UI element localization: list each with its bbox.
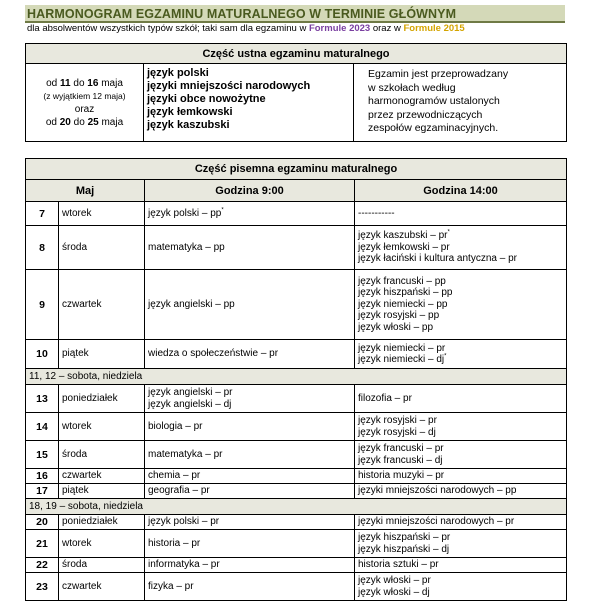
exam-subject	[358, 393, 563, 405]
exam-subject-text: język angielski – pp	[148, 298, 235, 310]
morning-exams	[145, 385, 355, 413]
weekday: środa	[59, 558, 145, 573]
footnote-mark: *	[221, 207, 224, 214]
exam-subject	[148, 516, 351, 528]
morning-exams	[145, 469, 355, 484]
exam-subject	[358, 532, 563, 544]
exam-subject-text: języki mniejszości narodowych – pp	[358, 485, 517, 497]
afternoon-exams	[355, 530, 567, 558]
exam-subject-text: historia muzyki – pr	[358, 470, 445, 482]
afternoon-exams	[355, 413, 567, 441]
written-exam-table	[25, 158, 567, 601]
exam-subject-text: język rosyjski – dj	[358, 426, 436, 438]
exam-subject	[148, 348, 351, 360]
written-exam-rows	[26, 202, 567, 601]
oral-subject: język łemkowski	[147, 106, 233, 118]
morning-exams	[145, 484, 355, 499]
table-row	[26, 558, 567, 573]
exam-subject-text: język polski – pp	[148, 207, 222, 219]
footnote-mark: *	[444, 353, 447, 360]
exam-subject	[148, 208, 351, 220]
table-row	[26, 515, 567, 530]
exam-subject-text: wiedza o społeczeństwie – pr	[148, 348, 279, 360]
exam-subject-text: język włoski – dj	[358, 586, 430, 598]
exam-subject-text: język niemiecki – pr	[358, 342, 446, 354]
weekend-separator-row	[26, 499, 567, 515]
weekday: piątek	[59, 340, 145, 369]
morning-exams	[145, 270, 355, 340]
exam-subject-text: historia sztuki – pr	[358, 559, 439, 571]
weekday: piątek	[59, 484, 145, 499]
afternoon-exams	[355, 202, 567, 226]
exam-subject-text: język angielski – dj	[148, 398, 232, 410]
exam-subject	[358, 485, 563, 497]
table-row	[26, 530, 567, 558]
afternoon-exams	[355, 226, 567, 270]
exam-subject-text: język niemiecki – dj	[358, 354, 445, 365]
exam-subject-text: język rosyjski – pp	[358, 310, 440, 322]
exam-subject	[358, 544, 563, 556]
exam-subject	[358, 516, 563, 528]
table-row	[26, 385, 567, 413]
exam-subject	[148, 449, 351, 461]
exam-subject-text: informatyka – pr	[148, 559, 220, 571]
exam-subject	[148, 299, 351, 311]
exam-subject	[148, 399, 351, 411]
oral-subject: język kaszubski	[147, 119, 230, 131]
day-number: 21	[26, 530, 59, 558]
weekday: wtorek	[59, 530, 145, 558]
exam-subject-text: język hiszpański – pp	[358, 287, 453, 299]
exam-subject	[358, 253, 563, 265]
exam-subject-text: język rosyjski – pr	[358, 415, 437, 426]
afternoon-exams	[355, 515, 567, 530]
morning-exams	[145, 558, 355, 573]
weekend-separator-row	[26, 369, 567, 385]
afternoon-exams	[355, 484, 567, 499]
exam-subject-text: język polski – pr	[148, 516, 220, 528]
table-row	[26, 202, 567, 226]
exam-subject-text: język francuski – dj	[358, 454, 443, 466]
exam-subject	[358, 427, 563, 439]
table-row	[26, 484, 567, 499]
morning-exams	[145, 226, 355, 270]
day-number: 16	[26, 469, 59, 484]
column-month: Maj	[26, 180, 145, 202]
weekday: czwartek	[59, 573, 145, 601]
day-number: 23	[26, 573, 59, 601]
exam-subject	[358, 587, 563, 599]
oral-exam-header: Część ustna egzaminu maturalnego	[26, 44, 567, 64]
exam-subject	[358, 299, 563, 311]
day-number: 15	[26, 441, 59, 469]
weekday: poniedziałek	[59, 515, 145, 530]
morning-exams	[145, 515, 355, 530]
exam-subject	[148, 581, 351, 593]
oral-exam-subjects	[144, 64, 354, 142]
weekend-separator: 11, 12 – sobota, niedziela	[26, 369, 567, 385]
exam-subject	[148, 421, 351, 433]
oral-subject: język polski	[147, 67, 209, 79]
exam-subject-text: chemia – pr	[148, 470, 201, 482]
table-row	[26, 413, 567, 441]
exam-subject	[358, 415, 563, 427]
exam-subject-text: matematyka – pp	[148, 241, 225, 253]
oral-exam-note: Egzamin jest przeprowadzany w szkołach według harmonogramów ustalonych przez przewodniczących zespołów egzaminacyjnych.	[354, 64, 567, 142]
exam-subject-text: biologia – pr	[148, 420, 203, 432]
exam-subject	[358, 276, 563, 288]
afternoon-exams	[355, 340, 567, 369]
exam-subject-text: język angielski – pr	[148, 387, 233, 398]
exam-subject	[358, 559, 563, 571]
exam-subject	[148, 242, 351, 254]
exam-subject	[358, 470, 563, 482]
weekday: czwartek	[59, 469, 145, 484]
exam-subject	[358, 443, 563, 455]
morning-exams	[145, 530, 355, 558]
day-number: 14	[26, 413, 59, 441]
weekend-separator: 18, 19 – sobota, niedziela	[26, 499, 567, 515]
document-subtitle	[27, 23, 465, 34]
afternoon-exams	[355, 558, 567, 573]
afternoon-exams	[355, 573, 567, 601]
weekday: poniedziałek	[59, 385, 145, 413]
formula-2015-label: Formule 2015	[403, 23, 465, 34]
exam-subject	[148, 387, 351, 399]
exam-subject-text: język francuski – pr	[358, 443, 444, 454]
exam-subject-text: język kaszubski – pr	[358, 230, 448, 242]
weekday: środa	[59, 226, 145, 270]
day-number: 17	[26, 484, 59, 499]
exam-subject	[358, 455, 563, 467]
day-number: 13	[26, 385, 59, 413]
exam-subject-text: język łemkowski – pr	[358, 241, 450, 253]
subtitle-prefix: dla absolwentów wszystkich typów szkół; taki sam dla egzaminu w	[27, 23, 309, 34]
exam-subject-text: -----------	[358, 207, 395, 219]
table-row	[26, 573, 567, 601]
day-number: 8	[26, 226, 59, 270]
exam-subject	[358, 208, 563, 220]
column-9am: Godzina 9:00	[145, 180, 355, 202]
day-number: 9	[26, 270, 59, 340]
exam-subject-text: języki mniejszości narodowych – pr	[358, 516, 515, 528]
exam-subject-text: język hiszpański – pr	[358, 532, 451, 543]
afternoon-exams	[355, 270, 567, 340]
exam-subject-text: geografia – pr	[148, 485, 210, 497]
exam-subject-text: matematyka – pr	[148, 448, 223, 460]
exam-subject-text: historia – pr	[148, 537, 201, 549]
exam-subject	[148, 559, 351, 571]
day-number: 10	[26, 340, 59, 369]
oral-subject: języki mniejszości narodowych	[147, 80, 311, 92]
exam-subject	[358, 343, 563, 355]
exam-subject	[148, 538, 351, 550]
morning-exams	[145, 340, 355, 369]
morning-exams	[145, 413, 355, 441]
exam-subject	[358, 310, 563, 322]
afternoon-exams	[355, 385, 567, 413]
subtitle-mid: oraz w	[370, 23, 404, 34]
exam-subject	[148, 470, 351, 482]
day-number: 22	[26, 558, 59, 573]
exam-subject	[358, 354, 563, 366]
table-row	[26, 469, 567, 484]
afternoon-exams	[355, 441, 567, 469]
table-row	[26, 270, 567, 340]
table-row	[26, 226, 567, 270]
formula-2023-label: Formule 2023	[308, 23, 371, 34]
oral-subject: języki obce nowożytne	[147, 93, 266, 105]
weekday: czwartek	[59, 270, 145, 340]
morning-exams	[145, 202, 355, 226]
day-number: 20	[26, 515, 59, 530]
morning-exams	[145, 573, 355, 601]
exam-subject-text: fizyka – pr	[148, 580, 194, 592]
exam-subject-text: filozofia – pr	[358, 392, 412, 404]
written-exam-header: Część pisemna egzaminu maturalnego	[26, 159, 567, 180]
weekday: wtorek	[59, 202, 145, 226]
exam-subject	[358, 242, 563, 254]
table-row	[26, 441, 567, 469]
exam-subject-text: język francuski – pp	[358, 275, 446, 287]
weekday: wtorek	[59, 413, 145, 441]
exam-subject	[148, 485, 351, 497]
exam-subject	[358, 287, 563, 299]
exam-subject-text: język włoski – pr	[358, 575, 431, 586]
column-2pm: Godzina 14:00	[355, 180, 567, 202]
exam-subject-text: język włoski – pp	[358, 321, 434, 333]
document-title: HARMONOGRAM EGZAMINU MATURALNEGO W TERMINIE GŁÓWNYM	[27, 7, 457, 21]
exam-subject	[358, 575, 563, 587]
exam-subject-text: język łaciński i kultura antyczna – pr	[358, 253, 517, 265]
day-number: 7	[26, 202, 59, 226]
table-row	[26, 340, 567, 369]
afternoon-exams	[355, 469, 567, 484]
weekday: środa	[59, 441, 145, 469]
exam-subject-text: język niemiecki – pp	[358, 298, 448, 310]
footnote-mark: *	[447, 229, 450, 236]
exam-subject	[358, 230, 563, 242]
morning-exams	[145, 441, 355, 469]
exam-subject-text: język hiszpański – dj	[358, 543, 450, 555]
exam-subject	[358, 322, 563, 334]
oral-exam-table	[25, 43, 567, 142]
document-title-bar	[25, 5, 565, 23]
oral-exam-dates: od 11 do 16 maja (z wyjątkiem 12 maja) oraz od 20 do 25 maja	[26, 64, 144, 142]
